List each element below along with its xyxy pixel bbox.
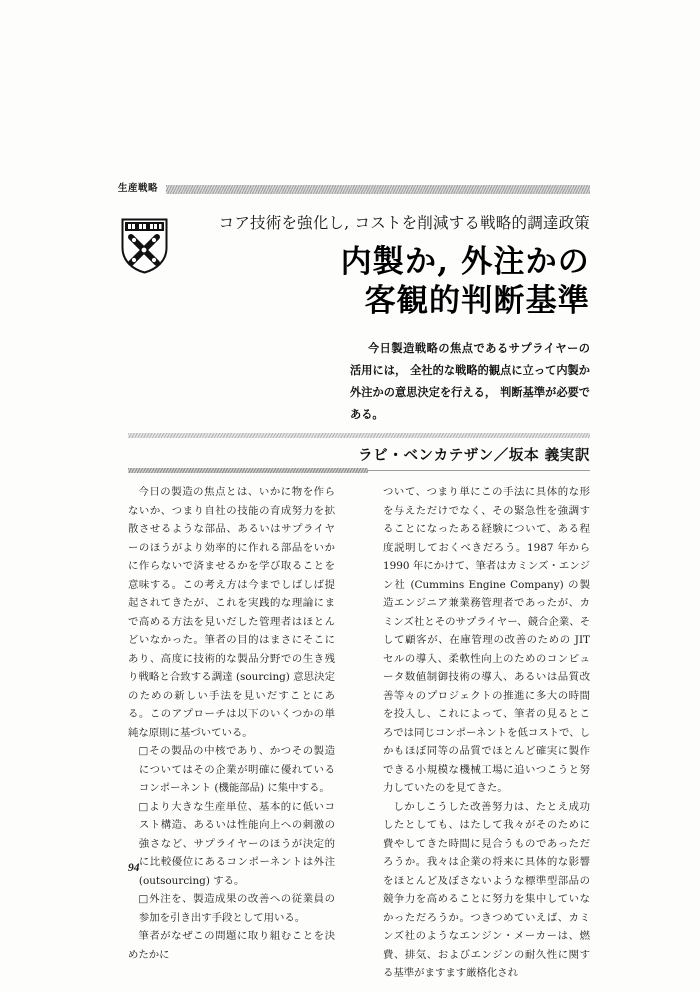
page-title-line-2: 客観的判断基準 — [364, 283, 590, 320]
body-bullet-text: 外注を、製造成果の改善への従業員の参加を引き出す手段として用いる。 — [138, 893, 335, 924]
body-bullet-item — [128, 742, 335, 798]
body-column-right — [383, 483, 590, 980]
bullet-square-icon: □ — [138, 745, 149, 758]
bullet-square-icon: □ — [138, 893, 149, 906]
article-byline: ラビ・ベンカテザン／坂本 義実訳 — [358, 447, 590, 464]
headline-block — [180, 214, 590, 322]
article-overline: コア技術を強化し, コストを削減する戦略的調達政策 — [218, 214, 590, 232]
byline-top-rule — [128, 433, 590, 438]
article-abstract: 今日製造戦略の焦点であるサプライヤーの活用には， 全社的な戦略的観点に立って内製か外注かの意思決定を行える， 判断基準が必要である。 — [350, 342, 590, 421]
body-thick-rule — [128, 468, 368, 473]
body-bullet-text: より大きな生産単位、基本的に低いコスト構造、あるいは性能向上への刺激の強さなど、サプライヤーのほうが決定的に比較優位にあるコンポーネントは外注 (outsourcing) する。 — [138, 800, 335, 887]
page-number: 94 — [128, 862, 140, 874]
section-kicker-row — [118, 180, 590, 198]
body-bullet-item — [128, 798, 335, 891]
bullet-square-icon: □ — [138, 800, 149, 813]
section-kicker-label: 生産戦略 — [118, 183, 159, 195]
body-paragraph: 筆者がなぜこの問題に取り組むことを決めたかに — [128, 930, 335, 961]
body-paragraph: ついて、つまり単にこの手法に具体的な形を与えただけでなく、その緊急性を強調することになったある経験について、ある程度説明しておくべきだろう。1987 年から 1990 年にかけて、筆者はカミンズ・エンジン社 (Cummins Engine Company) の製造エンジニア兼業務管理者であったが、カミンズ社とそのサプライヤー、競合企業、そして顧客が、在庫管理の改善のための JIT セルの導入、柔軟性向上のためのコンピュータ数値制御技術の導入、あるいは品質改善等々のプロジェクトの推進に多大の時間を投入し、これによって、筆者の見るところでは同じコンポーネントを低コストで、しかもほぼ同等の品質でほとんど確実に製作できる小規模な機械工場に追いつこうと努力していたのを見てきた。 — [383, 486, 590, 795]
page-title-line-1: 内製か, 外注かの — [340, 243, 590, 280]
body-bullet-item — [128, 890, 335, 927]
kicker-rule-bar — [166, 185, 590, 194]
body-paragraph: しかしこうした改善努力は、たとえ成功したとしても、はたして我々がそのために費やしてきた時間に見合うものであっただろうか。我々は企業の将来に具体的な影響をほとんど及ぼさないような標準型部品の競争力を高めることに努力を集中していなかっただろうか。つきつめていえば、カミンズ社のようなエンジン・メーカーは、燃費、排気、およびエンジンの耐久性に関する基準がますます厳格化され — [383, 800, 590, 980]
body-bullet-text: その製品の中核であり、かつその製造についてはその企業が明確に優れているコンポーネント (機能部品) に集中する。 — [138, 745, 335, 795]
body-paragraph: 今日の製造の焦点とは、いかに物を作らないか、つまり自社の技能の育成努力を拡散させるような部品、あるいはサプライヤーのほうがより効率的に作れる部品をいかに作らないで済ませるかを学び取ることを意味する。この考え方は今までしばしば提起されてきたが、これを実践的な理論にまで高める方法を見いだした管理者はほとんどいなかった。筆者の目的はまさにそこにあり、高度に技術的な製品分野での生き残り戦略と合致する調達 (sourcing) 意思決定のための新しい手法を見いだすことにある。このアプローチは以下のいくつかの単純な原則に基づいている。 — [128, 486, 335, 739]
hbs-shield-icon — [121, 218, 168, 274]
page-title — [180, 243, 590, 322]
